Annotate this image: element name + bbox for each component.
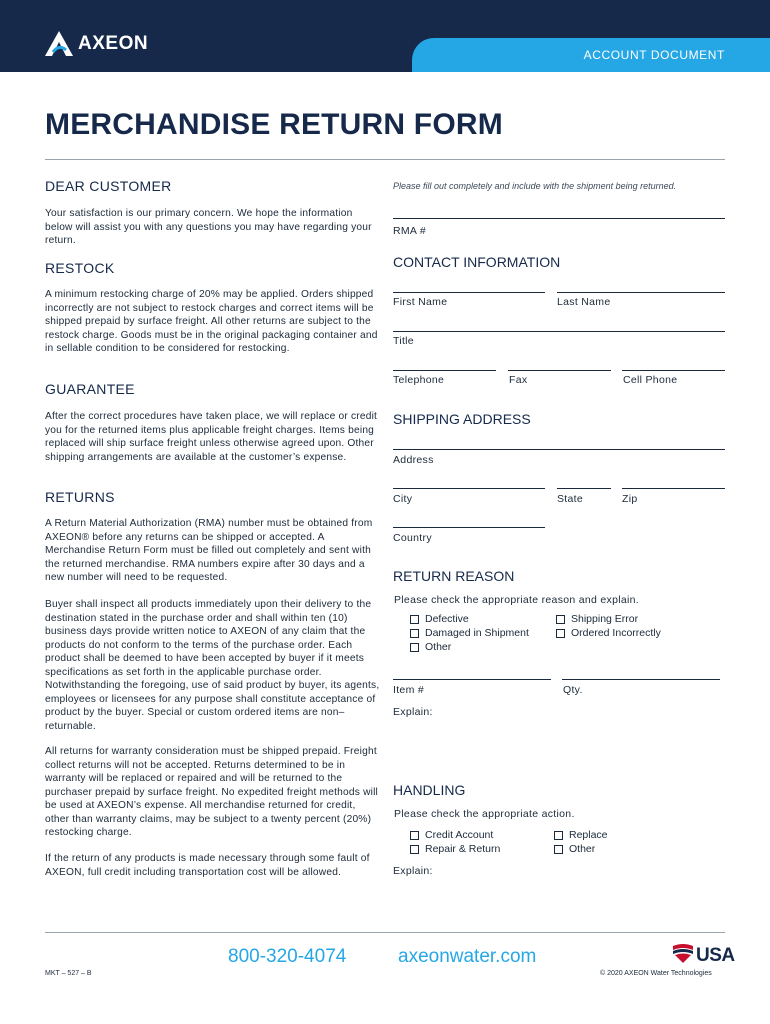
rma-label: RMA # [393, 225, 427, 237]
copyright-notice: © 2020 AXEON Water Technologies [600, 970, 712, 977]
reason-explain-label: Explain: [393, 706, 433, 718]
first-name-label: First Name [393, 296, 448, 308]
state-field[interactable] [557, 488, 611, 489]
title-label: Title [393, 335, 414, 347]
checkbox-icon [554, 831, 563, 840]
last-name-label: Last Name [557, 296, 611, 308]
shipping-address-heading: SHIPPING ADDRESS [393, 411, 531, 427]
checkbox-replace[interactable] [554, 829, 608, 841]
rma-field[interactable] [393, 218, 725, 219]
returns-text-3: All returns for warranty consideration must be shipped prepaid. Freight collect returns will not be accepted. Returns determined to be in warranty will be replaced or repaired and will be returned to the purchaser prepaid by surface freight. No expedited freight methods will be used at AXEON’s expense. All merchandise returned for credit, other than warranty claims, may be subject to a twenty percent (20%) restocking charge. [45, 746, 379, 838]
checkbox-icon [556, 615, 565, 624]
state-label: State [557, 493, 584, 505]
checkbox-label: Defective [425, 613, 469, 625]
checkbox-label: Damaged in Shipment [425, 627, 529, 639]
return-reason-instructions: Please check the appropriate reason and explain. [394, 594, 639, 606]
address-label: Address [393, 454, 434, 466]
axeon-logo-icon [44, 30, 74, 58]
checkbox-damaged-in-shipment[interactable] [410, 627, 529, 639]
quantity-label: Qty. [563, 684, 583, 696]
return-reason-heading: RETURN REASON [393, 568, 515, 584]
checkbox-label: Credit Account [425, 829, 494, 841]
cell-phone-label: Cell Phone [623, 374, 678, 386]
brand-name: AXEON [78, 33, 149, 54]
cell-phone-field[interactable] [622, 370, 725, 371]
zip-label: Zip [622, 493, 638, 505]
item-number-field[interactable] [393, 679, 551, 680]
usa-label: USA [696, 944, 735, 966]
returns-text-2: Buyer shall inspect all products immediately upon their delivery to the destination stated in the purchase order and shall within ten (10) business days provide written notice to AXEON of any claim that the products do not conform to the terms of the purchase order. Each product shall be deemed to have been accepted by buyer if it meets specifications as set forth in the applicable purchase order. Notwithstanding the foregoing, use of said product by buyer, its agents, employees or licensees for any purpose shall constitute acceptance of product by the buyer. Special or custom ordered items are non–returnable. [45, 599, 380, 732]
item-number-label: Item # [393, 684, 424, 696]
checkbox-icon [410, 643, 419, 652]
title-divider [45, 159, 725, 160]
restock-heading: RESTOCK [45, 260, 115, 276]
document-type-label: ACCOUNT DOCUMENT [583, 48, 725, 62]
document-code: MKT – 527 – B [45, 970, 92, 977]
returns-text-4: If the return of any products is made necessary through some fault of AXEON, full credit including transportation cost will be allowed. [45, 853, 370, 878]
checkbox-other-reason[interactable] [410, 641, 451, 653]
website-link[interactable]: axeonwater.com [398, 946, 537, 967]
footer-divider [45, 932, 725, 933]
country-label: Country [393, 532, 432, 544]
guarantee-text: After the correct procedures have taken place, we will replace or credit you for the returned items plus applicable freight charges. Items being replaced will ship surface freight unless otherwise agreed upon. Other shipping arrangements are available at the customer’s expense. [45, 411, 378, 463]
title-field[interactable] [393, 331, 725, 332]
returns-heading: RETURNS [45, 489, 115, 505]
checkbox-defective[interactable] [410, 613, 469, 625]
checkbox-credit-account[interactable] [410, 829, 493, 841]
checkbox-icon [410, 845, 419, 854]
checkbox-label: Shipping Error [571, 613, 639, 625]
city-label: City [393, 493, 413, 505]
first-name-field[interactable] [393, 292, 545, 293]
zip-field[interactable] [622, 488, 725, 489]
checkbox-icon [554, 845, 563, 854]
returns-text-1: A Return Material Authorization (RMA) number must be obtained from AXEON® before any returns can be shipped or accepted. A Merchandise Return Form must be filled out completely and sent with the returned merchandise. RMA numbers expire after 30 days and a new number will need to be requested. [45, 518, 373, 583]
checkbox-icon [556, 629, 565, 638]
last-name-field[interactable] [557, 292, 725, 293]
restock-text: A minimum restocking charge of 20% may be applied. Orders shipped incorrectly are not subject to restock charges and correct items will be shipped prepaid by surface freight. All other returns are subject to the restock charge. Goods must be in the original packaging container and in sellable condition to be considered for restocking. [45, 289, 378, 354]
dear-customer-text: Your satisfaction is our primary concern. We hope the information below will assist you with any questions you may have regarding your return. [45, 208, 372, 246]
form-instructions: Please fill out completely and include with the shipment being returned. [393, 181, 677, 191]
phone-link[interactable]: 800-320-4074 [228, 946, 347, 967]
checkbox-shipping-error[interactable] [556, 613, 638, 625]
checkbox-icon [410, 629, 419, 638]
checkbox-label: Other [425, 641, 452, 653]
country-field[interactable] [393, 527, 545, 528]
address-field[interactable] [393, 449, 725, 450]
guarantee-heading: GUARANTEE [45, 381, 135, 397]
checkbox-ordered-incorrectly[interactable] [556, 627, 661, 639]
checkbox-label: Other [569, 843, 596, 855]
checkbox-repair-return[interactable] [410, 843, 500, 855]
checkbox-label: Ordered Incorrectly [571, 627, 661, 639]
handling-heading: HANDLING [393, 782, 466, 798]
telephone-label: Telephone [393, 374, 445, 386]
checkbox-icon [410, 615, 419, 624]
checkbox-icon [410, 831, 419, 840]
page-title: MERCHANDISE RETURN FORM [45, 108, 503, 141]
handling-explain-label: Explain: [393, 865, 433, 877]
checkbox-other-action[interactable] [554, 843, 595, 855]
checkbox-label: Replace [569, 829, 608, 841]
axeon-logo [44, 30, 148, 58]
contact-information-heading: CONTACT INFORMATION [393, 254, 561, 270]
checkbox-label: Repair & Return [425, 843, 501, 855]
city-field[interactable] [393, 488, 545, 489]
usa-flag-icon [672, 942, 694, 969]
fax-field[interactable] [508, 370, 611, 371]
usa-badge [672, 942, 735, 969]
page-header [0, 0, 770, 72]
document-type-tab [412, 38, 770, 72]
telephone-field[interactable] [393, 370, 496, 371]
handling-instructions: Please check the appropriate action. [394, 808, 575, 820]
fax-label: Fax [509, 374, 528, 386]
dear-customer-heading: DEAR CUSTOMER [45, 178, 172, 194]
quantity-field[interactable] [562, 679, 720, 680]
